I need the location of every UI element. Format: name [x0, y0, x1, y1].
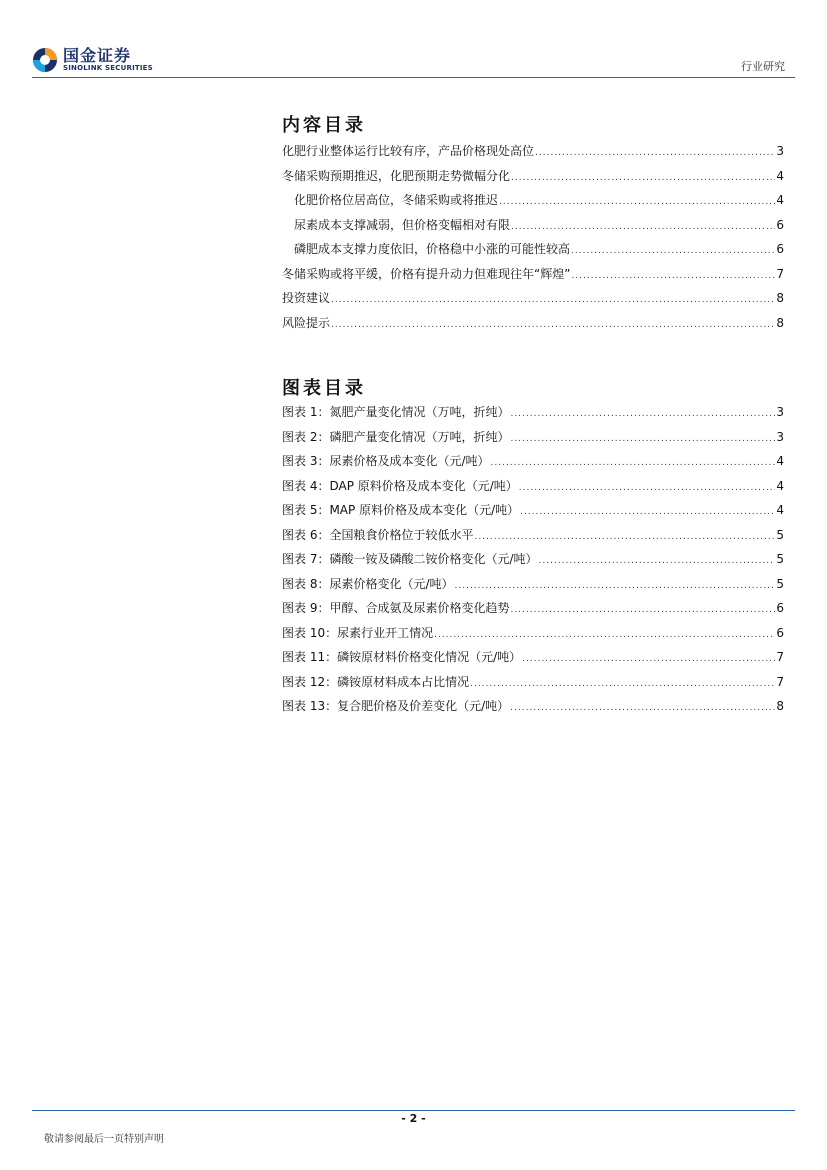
figure-entry-page: 4	[776, 503, 784, 517]
figure-entry-text: 图表 4：DAP 原料价格及成本变化（元/吨）	[282, 478, 518, 493]
toc-entry[interactable]	[282, 142, 784, 167]
toc-entry[interactable]	[282, 265, 784, 290]
figure-entry-text: 图表 2：磷肥产量变化情况（万吨，折纯）	[282, 429, 510, 444]
logo-english-name: SINOLINK SECURITIES	[63, 64, 153, 72]
toc-entry-page: 8	[776, 315, 784, 330]
figure-entry-page: 5	[776, 527, 784, 542]
page-number: - 2 -	[401, 1112, 426, 1125]
figure-entry[interactable]	[282, 697, 784, 722]
figure-entry-page: 3	[776, 405, 784, 419]
toc-entry-text: 化肥行业整体运行比较有序，产品价格现处高位	[282, 144, 535, 158]
leader-dots	[434, 630, 775, 640]
figure-entry-page: 5	[776, 576, 784, 591]
figure-entry[interactable]	[282, 452, 784, 477]
toc-entry[interactable]	[282, 314, 784, 339]
toc-entry-text: 投资建议	[282, 291, 331, 305]
toc-entry-text: 冬储采购或将平缓，价格有提升动力但难现往年“辉煌”	[282, 266, 571, 281]
leader-dots	[470, 679, 775, 689]
figure-entry-text: 图表 12：磷铵原材料成本占比情况	[282, 674, 470, 689]
leader-dots	[499, 197, 775, 207]
toc-entry-text: 冬储采购预期推迟，化肥预期走势微幅分化	[282, 168, 511, 183]
figure-entry-page: 4	[776, 478, 784, 493]
figure-entry[interactable]	[282, 403, 784, 428]
figure-entry[interactable]	[282, 428, 784, 453]
leader-dots	[539, 556, 776, 566]
figure-entry-text: 图表 8：尿素价格变化（元/吨）	[282, 576, 454, 591]
leader-dots	[491, 458, 776, 468]
figures-title: 图表目录	[282, 378, 366, 399]
toc-entry-text: 风险提示	[282, 315, 331, 330]
figure-entry[interactable]	[282, 599, 784, 624]
toc-entry-text: 磷肥成本支撑力度依旧，价格稳中小涨的可能性较高	[294, 242, 571, 256]
leader-dots	[474, 532, 775, 542]
leader-dots	[571, 246, 775, 256]
footer-divider	[32, 1110, 795, 1111]
figure-entry[interactable]	[282, 501, 784, 526]
leader-dots	[520, 507, 775, 517]
figure-entry[interactable]	[282, 477, 784, 502]
figure-entry-text: 图表 6：全国粮食价格位于较低水平	[282, 527, 474, 542]
toc-entry[interactable]	[282, 289, 784, 314]
leader-dots	[510, 434, 775, 444]
toc-entry-page: 6	[776, 217, 784, 232]
contents-list	[282, 142, 784, 338]
toc-entry-page: 3	[776, 144, 784, 158]
figure-entry-page: 6	[776, 625, 784, 640]
figure-entry[interactable]	[282, 575, 784, 600]
figure-entry-text: 图表 10：尿素行业开工情况	[282, 625, 434, 640]
figure-entry-page: 7	[776, 650, 784, 664]
disclaimer-note: 敬请参阅最后一页特别声明	[44, 1134, 164, 1145]
figures-list	[282, 403, 784, 722]
toc-entry-page: 6	[776, 242, 784, 256]
figure-entry-page: 4	[776, 454, 784, 468]
report-category: 行业研究	[741, 60, 785, 73]
leader-dots	[535, 148, 775, 158]
leader-dots	[331, 295, 775, 305]
toc-entry[interactable]	[282, 167, 784, 192]
leader-dots	[571, 271, 775, 281]
toc-entry-page: 7	[776, 266, 784, 281]
leader-dots	[510, 703, 775, 713]
figure-entry-page: 3	[776, 429, 784, 444]
figure-entry-text: 图表 11：磷铵原材料价格变化情况（元/吨）	[282, 650, 522, 664]
sinolink-logo-icon	[32, 47, 58, 73]
contents-title: 内容目录	[282, 115, 366, 136]
logo-chinese-name: 国金证券	[63, 46, 132, 65]
leader-dots	[510, 605, 775, 615]
figure-entry-text: 图表 9：甲醇、合成氨及尿素价格变化趋势	[282, 601, 510, 615]
figure-entry-text: 图表 5：MAP 原料价格及成本变化（元/吨）	[282, 503, 520, 517]
figure-entry-page: 5	[776, 552, 784, 566]
figure-entry[interactable]	[282, 550, 784, 575]
leader-dots	[511, 222, 775, 232]
header-divider	[32, 77, 795, 78]
figure-entry-page: 7	[776, 674, 784, 689]
toc-entry-page: 4	[776, 193, 784, 207]
toc-entry-page: 4	[776, 168, 784, 183]
leader-dots	[522, 654, 775, 664]
figure-entry-page: 8	[776, 699, 784, 713]
leader-dots	[511, 173, 775, 183]
leader-dots	[510, 409, 775, 419]
figure-entry-text: 图表 13：复合肥价格及价差变化（元/吨）	[282, 699, 510, 713]
toc-subentry[interactable]	[282, 191, 784, 216]
figure-entry-text: 图表 1：氮肥产量变化情况（万吨，折纯）	[282, 405, 510, 419]
toc-entry-text: 尿素成本支撑减弱，但价格变幅相对有限	[294, 217, 511, 232]
toc-subentry[interactable]	[282, 240, 784, 265]
toc-entry-text: 化肥价格位居高位，冬储采购或将推迟	[294, 193, 499, 207]
figure-entry[interactable]	[282, 648, 784, 673]
leader-dots	[331, 320, 775, 330]
figure-entry[interactable]	[282, 624, 784, 649]
figure-entry-text: 图表 3：尿素价格及成本变化（元/吨）	[282, 454, 490, 468]
figure-entry[interactable]	[282, 526, 784, 551]
figure-entry[interactable]	[282, 673, 784, 698]
leader-dots	[519, 483, 776, 493]
leader-dots	[455, 581, 776, 591]
figure-entry-page: 6	[776, 601, 784, 615]
company-logo	[32, 47, 153, 73]
figure-entry-text: 图表 7：磷酸一铵及磷酸二铵价格变化（元/吨）	[282, 552, 538, 566]
toc-entry-page: 8	[776, 291, 784, 305]
toc-subentry[interactable]	[282, 216, 784, 241]
